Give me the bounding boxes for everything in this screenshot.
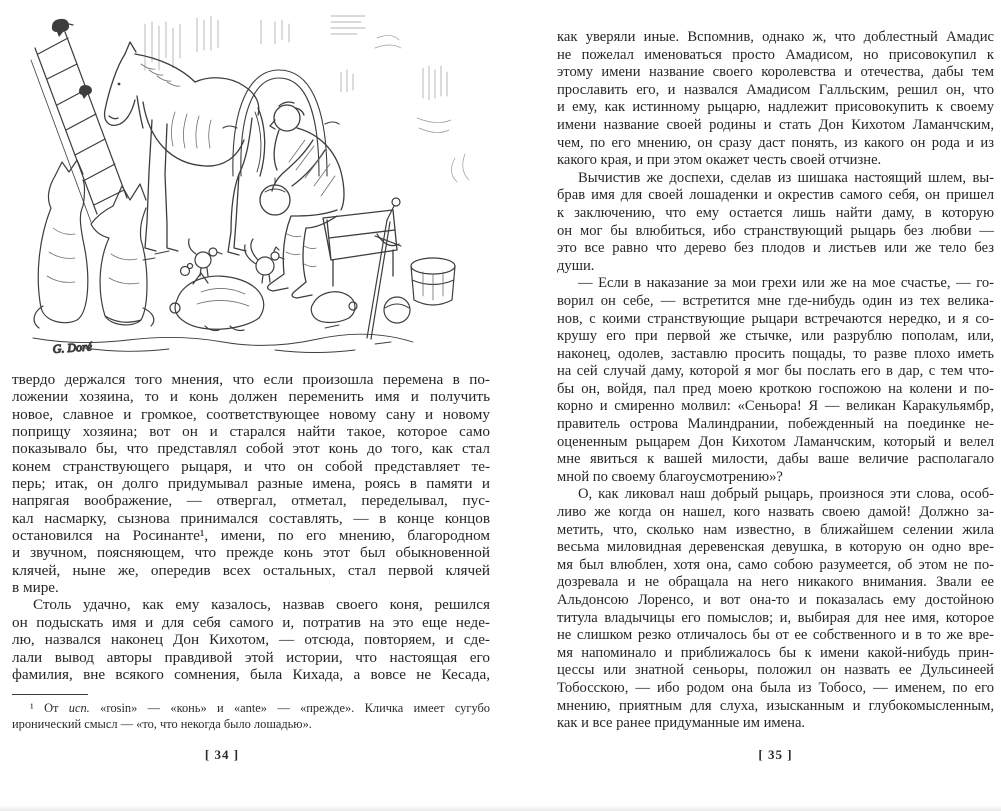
don-quixote-figure: [260, 102, 397, 298]
text-line: Альдонсою Лоренсо, и вот она-то и показалась ему достойною: [557, 592, 994, 608]
text-line: напрягая воображение, — отвергал, отметал, переделывал, пус-: [12, 492, 490, 510]
text-line: конем странствующего рыцаря, и что он собой представляет те-: [12, 457, 490, 475]
page-number-right: [ 35 ]: [758, 747, 793, 762]
text-line: как и все ранее придуманные им имена.: [557, 715, 806, 732]
text-line: кал насмарку, сызнова принимался составлять, — в конце концов: [12, 509, 490, 527]
text-line: цессы или знатной сеньоры, положил он назвать ее Дульсинеей: [557, 662, 994, 679]
text-line: и ему, как истинному рыцарю, надлежит присовокупить к своему: [557, 99, 994, 116]
text-line: и звучном, поясняющем, что прежде конь этот был обыкновенной: [12, 544, 490, 562]
text-line: О, как ликовал наш добрый рыцарь, произнося эти слова, особ-: [578, 486, 994, 503]
text-line: наконец, одолев, заставлю просить пощады, то разве плохо иметь: [557, 345, 994, 362]
text-line: души.: [557, 257, 595, 274]
dog-right: [91, 184, 154, 326]
text-line: ворил он себе, — встретится мне где-нибудь один из тех велика-: [557, 292, 994, 309]
text-line: на сей случай даму, которой я мог бы послать его в дар, с тем что-: [557, 363, 994, 380]
text-line: имени название своей родины и стать Дон Кихотом Ламанчским,: [557, 116, 994, 133]
text-line: не пожелал именоваться просто Амадисом, но присовокупил к: [557, 46, 994, 63]
text-line: он мог бы влюбиться, ибо странствующий рыцарь без любви —: [557, 222, 994, 239]
page-bottom-edge: [0, 805, 1001, 811]
text-line: прославить его, и назвался Амадисом Галльским, решил он, что: [557, 81, 994, 98]
piglet: [311, 292, 357, 323]
text-line: остановился на Росинанте¹, имени, по его мнению, благородном: [12, 527, 490, 545]
text-line: он подыскать имя и для себя самого и, потратив на это еще неде-: [12, 613, 490, 631]
right-page-text: [557, 29, 994, 733]
text-line: не слишком резко отличалось бы от ее собственного и в то же вре-: [557, 627, 994, 644]
text-line: ливо же когда он нашел, кого назвать своею дамой! Должно за-: [557, 504, 994, 521]
footnote-rule: [12, 694, 88, 695]
text-line: метить, что, сколько нам известно, в ближайшем селении жила: [557, 521, 994, 538]
text-line: Тобосскою, — ибо родом она была из Тобосо, — именем, по его: [557, 679, 994, 696]
engraving-don-quixote-stable: [25, 8, 490, 358]
arch-doorway: [223, 70, 339, 176]
text-line: какого края, и при этом окажет честь своей отчизне.: [557, 152, 882, 169]
chicken-icons: [181, 239, 285, 283]
text-line: мя был влюблен, хотя она, само собою разумеется, об этом не по-: [557, 556, 994, 573]
footnote-text: иронический смысл — «то, что некогда было лошадью».: [12, 717, 312, 731]
vest-hatching: [289, 140, 335, 196]
left-page-text: [12, 371, 490, 683]
text-line: дозревала и не обращала на него никакого внимания. Звали ее: [557, 574, 994, 591]
text-line: как уверяли иные. Вспомнив, однако ж, что доблестный Амадис: [557, 29, 994, 45]
text-line: мне явиться к вашей милости, дабы ваше величие располагало: [557, 451, 994, 468]
horse: [105, 42, 265, 255]
text-line: бы он, войдя, пал пред моею кроткою госпожою на колени и по-: [557, 380, 994, 397]
text-line: новое, славное и громкое, соответствующее новому сану и новому: [12, 405, 490, 423]
text-line: нов, с коими странствующие рыцари встречаются нередко, и я со-: [557, 310, 994, 327]
ladder: [31, 32, 127, 222]
text-line: брав имя для своей лошаденки и окрестив самого себя, он пришел: [557, 187, 994, 204]
text-line: титула владычицы его помыслов; и, выбирая для нее имя, которое: [557, 609, 994, 626]
hen-icon: [52, 19, 92, 99]
text-line: крушу его при первой же стычке, или разрублю пополам, или,: [557, 328, 994, 345]
text-line: твердо держался того мнения, что если произошла перемена в по-: [12, 371, 490, 388]
text-line: фамилия, вне всякого сомнения, была Кихада, а вовсе не Кесада,: [12, 665, 490, 683]
footnote-text: ¹ От: [30, 701, 69, 715]
text-line: клячей, ныне же, опередив всех остальных, стал первой клячей: [12, 561, 490, 579]
paragraph: [12, 371, 490, 596]
text-line: показывало бы, что представлял собой этот конь до того, как стал: [12, 440, 490, 458]
paragraph: [557, 486, 994, 732]
paragraph: [557, 29, 994, 170]
text-line: поприщу хозяина; вот он и старался найти такое, которое само: [12, 423, 490, 441]
footnote: [12, 700, 490, 732]
page-number-left: [ 34 ]: [204, 747, 240, 762]
text-line: — Если в наказание за мои грехи или же на мое счастье, — го-: [578, 275, 994, 292]
text-line: к заключению, что ему остается лишь найти даму, в которую: [557, 204, 994, 221]
text-line: ложении хозяина, то и конь должен переменить имя и получить: [12, 388, 490, 406]
text-line: в мире.: [12, 579, 59, 597]
artist-signature: G. Doré: [52, 339, 93, 356]
footnote-italic-text: исп.: [68, 701, 90, 715]
stable-illustration: [25, 8, 490, 358]
text-line: лю, назвался наконец Дон Кихотом, — отсюда, повторяем, и сде-: [12, 631, 490, 649]
dog-left: [34, 160, 88, 328]
paragraph: [557, 170, 994, 276]
footnote-line: [12, 700, 490, 716]
text-line: мнению, приятным для слуха, изысканным и глубокомысленным,: [557, 697, 994, 714]
text-line: корно и смиренно молвил: «Сеньора! Я — великан Каракульямбр,: [557, 398, 994, 415]
paragraph: [557, 275, 994, 486]
text-line: Столь удачно, как ему казалось, назвав своего коня, решился: [33, 596, 490, 614]
text-line: этому имени название своего королевства и отечества, дабы тем: [557, 64, 994, 81]
text-line: чем, по его мнению, он сразу даст понять, из какого он рода и из: [557, 134, 994, 151]
text-line: оцененным рыцарем Дон Кихотом Ламанчским, который и велел: [557, 433, 994, 450]
text-line: правитель острова Малиндрании, побежденный на поединке не-: [557, 416, 994, 433]
text-line: перь; итак, он долго придумывал разные имена, роясь в памяти и: [12, 475, 490, 493]
footnote-text: «rosin» — «конь» и «ante» — «прежде». Кличка имеет сугубо: [89, 701, 490, 715]
text-line: мя напоминало и приближалось бы к имени какой-нибудь прин-: [557, 644, 994, 661]
armor-pile: [384, 258, 455, 323]
sword: [367, 198, 401, 339]
pig: [170, 273, 264, 331]
ground-lines: [33, 251, 413, 353]
text-line: Вычистив же доспехи, сделав из шишака настоящий шлем, вы-: [578, 169, 994, 186]
footnote-line: [12, 716, 490, 732]
text-line: лали вывод авторы правдивой этой истории, что настоящая его: [12, 648, 490, 666]
paragraph: [12, 596, 490, 683]
text-line: весьма миловидная деревенская девушка, в которую он одно вре-: [557, 539, 994, 556]
text-line: мной по своему благоусмотрению»?: [557, 468, 783, 485]
text-line: это все равно что дерево без плодов и листьев или же тело без: [557, 240, 994, 257]
